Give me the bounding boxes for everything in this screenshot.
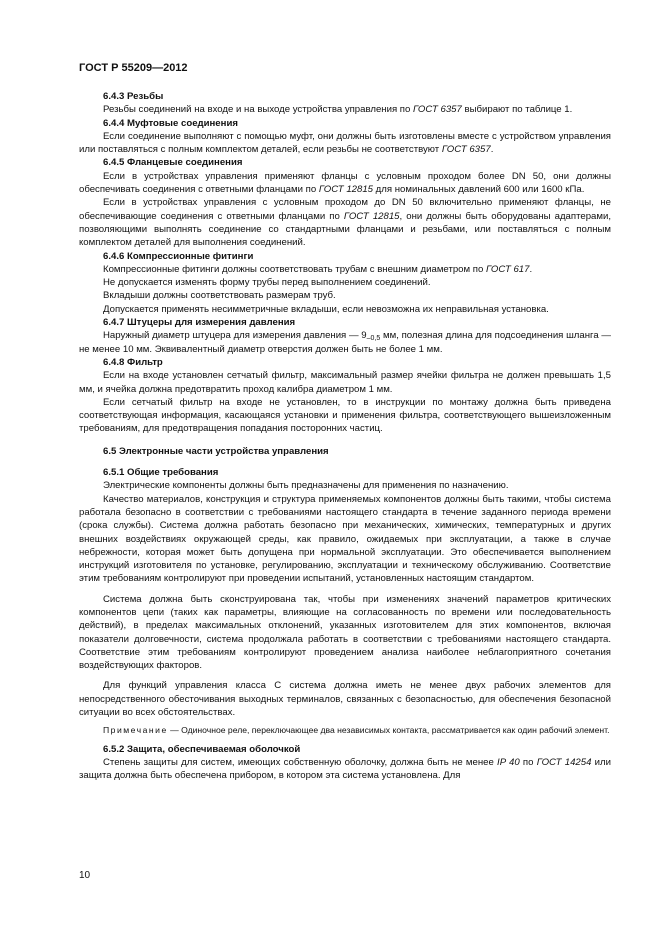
section-6-5-1-title: 6.5.1 Общие требования [103,467,219,479]
section-6-5-2-paragraph: Степень защиты для систем, имеющих собственную оболочку, должна быть не менее IP 40 по ГОСТ 14254 или защита должна быть обеспечена прибором, в котором эта система установлена. Для [79,756,611,782]
section-6-5-2-title: 6.5.2 Защита, обеспечиваемая оболочкой [103,743,301,755]
section-6-5-1-paragraph-2: Качество материалов, конструкция и структура применяемых компонентов должны быть такими, чтобы система работала безопасно в соответствии с требованиями настоящего стандарта в течение заданного периода времени (срока службы). Система должна работать безопасно при механических, химических, температурных и других внешних воздействиях окружающей среды, как правило, ожидаемых при эксплуатации, а также в случае небрежности, которая может быть допущена при нормальной эксплуатации. Это обеспечивается выполнением инструкций изготовителя по установке, регулированию, эксплуатации и техническому обслуживанию. Соответствие этим требованиям контролируют при проведении испытаний, установленных настоящим стандартом. [79,493,611,585]
standard-reference: ГОСТ 12815 [318,184,374,196]
section-6-4-5-title: 6.4.5 Фланцевые соединения [103,157,243,169]
standard-reference: ГОСТ 6357 [441,144,491,156]
section-6-4-3-title: 6.4.3 Резьбы [103,91,164,102]
standard-reference: ГОСТ 617 [485,263,530,275]
note: Примечание — Одиночное реле, переключающее два независимых контакта, рассматривается как один рабочий элемент. [103,725,610,736]
section-6-5-1-paragraph-4: Для функций управления класса С система должна иметь не менее двух рабочих элементов для непосредственного обесточивания выходных терминалов, связанных с безопасностью, для обеспечения безопасной ситуации во всех обстоятельствах. [79,680,611,719]
section-6-4-3-paragraph: Резьбы соединений на входе и на выходе устройства управления по ГОСТ 6357 выбирают по таблице 1. [103,104,573,116]
section-6-5-title: 6.5 Электронные части устройства управления [103,445,329,457]
section-6-4-4-title: 6.4.4 Муфтовые соединения [103,117,238,129]
page-header: ГОСТ Р 55209—2012 [79,62,188,74]
section-6-4-4-paragraph: Если соединение выполняют с помощью муфт, они должны быть изготовлены вместе с устройством управления или поставляться с полным комплектом деталей, если резьбы не соответствуют ГОСТ 6357. [79,130,611,156]
standard-reference: ГОСТ 6357 [413,104,462,116]
section-6-4-7-title: 6.4.7 Штуцеры для измерения давления [103,317,296,329]
section-6-4-6-paragraph-3: Вкладыши должны соответствовать размерам труб. [103,290,336,302]
note-label: Примечание [103,725,168,736]
standard-reference: ГОСТ 14254 [536,756,592,768]
page-number: 10 [79,870,91,881]
tolerance-subscript: –0,5 [366,335,381,343]
section-6-4-6-paragraph-4: Допускается применять несимметричные вкладыши, если невозможна их неправильная установка. [103,303,549,315]
section-6-4-8-paragraph-1: Если на входе установлен сетчатый фильтр, максимальный размер ячейки фильтра не должен превышать 1,5 мм, и ячейка должна предотвратить проход калибра диаметром 1 мм. [79,370,611,395]
section-6-4-5-paragraph-2: Если в устройствах управления с условным проходом до DN 50 включительно применяют фланцы, не обеспечивающие соединения с ответными фланцами по ГОСТ 12815, они должны быть оборудованы адаптерами, позволяющими выполнять соединение со стандартными фланцами и резьбами, или поставляться с полным комплектом деталей для выполнения соединений. [79,197,611,249]
protection-class-reference: IP 40 [497,756,520,768]
section-6-4-7-paragraph: Наружный диаметр штуцера для измерения давления — $9_{-0,5}$ мм, полезная длина для подсоединения шланга — не менее 10 мм. Эквивалентный диаметр отверстия должен быть не более 1 мм. [79,330,611,355]
section-6-4-6-title: 6.4.6 Компрессионные фитинги [103,250,254,262]
section-6-4-8-title: 6.4.8 Фильтр [103,356,163,368]
standard-reference: ГОСТ 12815 [343,210,400,222]
section-6-4-8-paragraph-2: Если сетчатый фильтр на входе не установлен, то в инструкции по монтажу должна быть приведена соответствующая информация, касающаяся установки и применения фильтра, соответствующего вышеизложенным требованиям, для предотвращения попадания посторонних частиц. [79,396,611,435]
section-6-4-5-paragraph-1: Если в устройствах управления применяют фланцы с условным проходом более DN 50, они должны обеспечивать соединения с ответными фланцами по ГОСТ 12815 для номинальных давлений 600 или 1600 кПа. [79,170,611,196]
section-6-5-1-paragraph-1: Электрические компоненты должны быть предназначены для применения по назначению. [103,480,509,492]
section-6-5-1-paragraph-3: Система должна быть сконструирована так, чтобы при изменениях значений параметров критических компонентов цепи (таких как параметры, влияющие на согласованность по времени или последовательность действий), в пределах максимальных отклонений, указанных изготовителем для этих компонентов, включая показатели долговечности, система продолжала работать в соответствии с требованиями настоящего стандарта. Соответствие этим требованиям контролируют проведением анализа наиболее неблагоприятного сочетания воздействующих факторов. [79,593,611,672]
section-6-4-6-paragraph-1: Компрессионные фитинги должны соответствовать трубам с внешним диаметром по ГОСТ 617. [103,263,533,275]
section-6-4-6-paragraph-2: Не допускается изменять форму трубы перед выполнением соединений. [103,277,431,289]
document-body [79,90,611,783]
